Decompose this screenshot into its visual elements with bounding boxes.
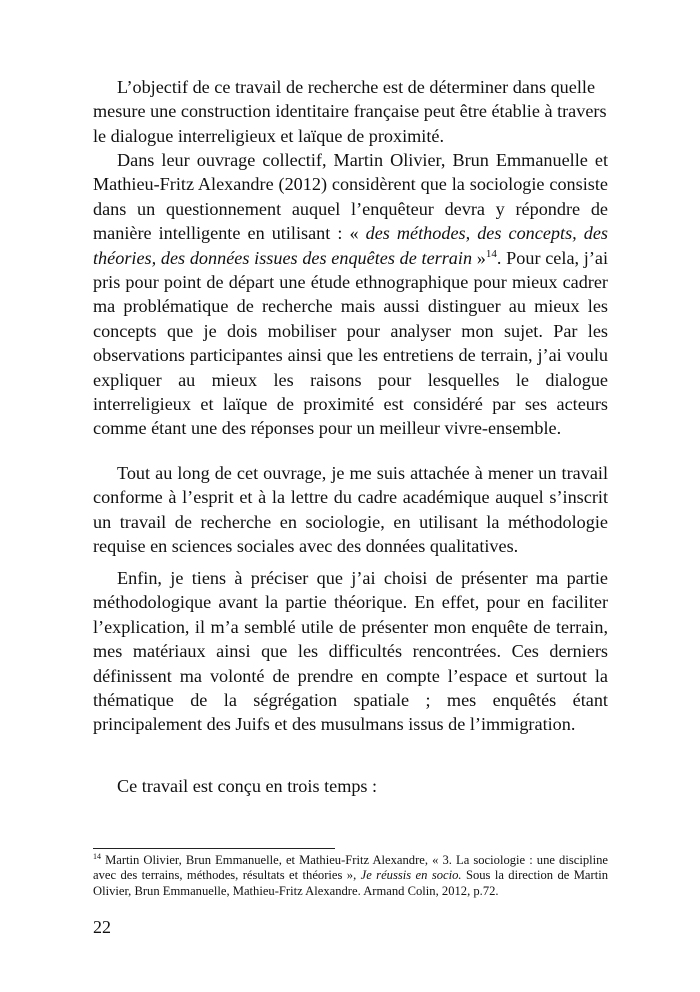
footnote-text-a: Martin Olivier, Brun Emmanuelle, et Mathieu-Fritz Alexandre, « 3. La sociologie : une discipline avec des terrains, méthodes, résultats et théories », [93, 853, 608, 883]
footnote-title: Je réussis en socio. [360, 868, 462, 883]
paragraph-methodology-text-c: . Pour cela, j’ai pris pour point de départ une étude ethnographique pour mieux cadrer ma problématique de recherche mais aussi distinguer au mieux les concepts que je dois mobiliser pour analyser mon sujet. Par les observations participantes ainsi que les entretiens de terrain, j’ai voulu expliquer au mieux les raisons pour lesquelles le dialogue interreligieux et laïque de proximité est considéré par ses acteurs comme étant une des réponses pour un meilleur vivre-ensemble. [93, 247, 609, 439]
paragraph-three-parts [93, 774, 608, 798]
footnote-number: 14 [93, 851, 101, 861]
paragraph-objective-text: L’objectif de ce travail de recherche est de déterminer dans quelle mesure une construction identitaire française peut être établie à travers le dialogue interreligieux et laïque de proximité. [93, 77, 607, 146]
footnote [93, 853, 608, 899]
paragraph-academic-framework [93, 461, 608, 559]
page-number: 22 [93, 917, 111, 937]
footnote-reference[interactable]: 14 [485, 247, 497, 260]
paragraph-academic-framework-text: Tout au long de cet ouvrage, je me suis attachée à mener un travail conforme à l’esprit et à la lettre du cadre académique auquel s’inscrit un travail de recherche en sociologie, en utilisant la méthodologie requise en sciences sociales avec des données qualitatives. [93, 463, 608, 557]
paragraph-three-parts-text: Ce travail est conçu en trois temps : [117, 776, 378, 796]
paragraph-methodology-text-b: » [472, 247, 486, 268]
paragraph-objective [93, 75, 608, 148]
paragraph-methodology [93, 148, 608, 441]
footnote-text-b: Sous la direction de Martin Olivier, Brun Emmanuelle, Mathieu-Fritz Alexandre. Armand Colin, 2012, p.72. [93, 868, 608, 898]
paragraph-methodology-quote: des méthodes, des concepts, des théories, des données issues des enquêtes de terrain [93, 223, 608, 268]
paragraph-structure-choice-text: Enfin, je tiens à préciser que j’ai choisi de présenter ma partie méthodologique avant la partie théorique. En effet, pour en faciliter l’explication, il m’a semblé utile de présenter mon enquête de terrain, mes matériaux ainsi que les difficultés rencontrées. Ces derniers définissent ma volonté de prendre en compte l’espace et surtout la thématique de la ségrégation spatiale ; mes enquêtés étant principalement des Juifs et des musulmans issus de l’immigration. [93, 568, 608, 735]
footnote-separator [93, 848, 335, 849]
paragraph-structure-choice [93, 566, 608, 737]
paragraph-methodology-text-a: Dans leur ouvrage collectif, Martin Olivier, Brun Emmanuelle et Mathieu-Fritz Alexandre (2012) considèrent que la sociologie consiste dans un questionnement auquel l’enquêteur devra y répondre de manière intelligente en utilisant : « [93, 150, 608, 244]
